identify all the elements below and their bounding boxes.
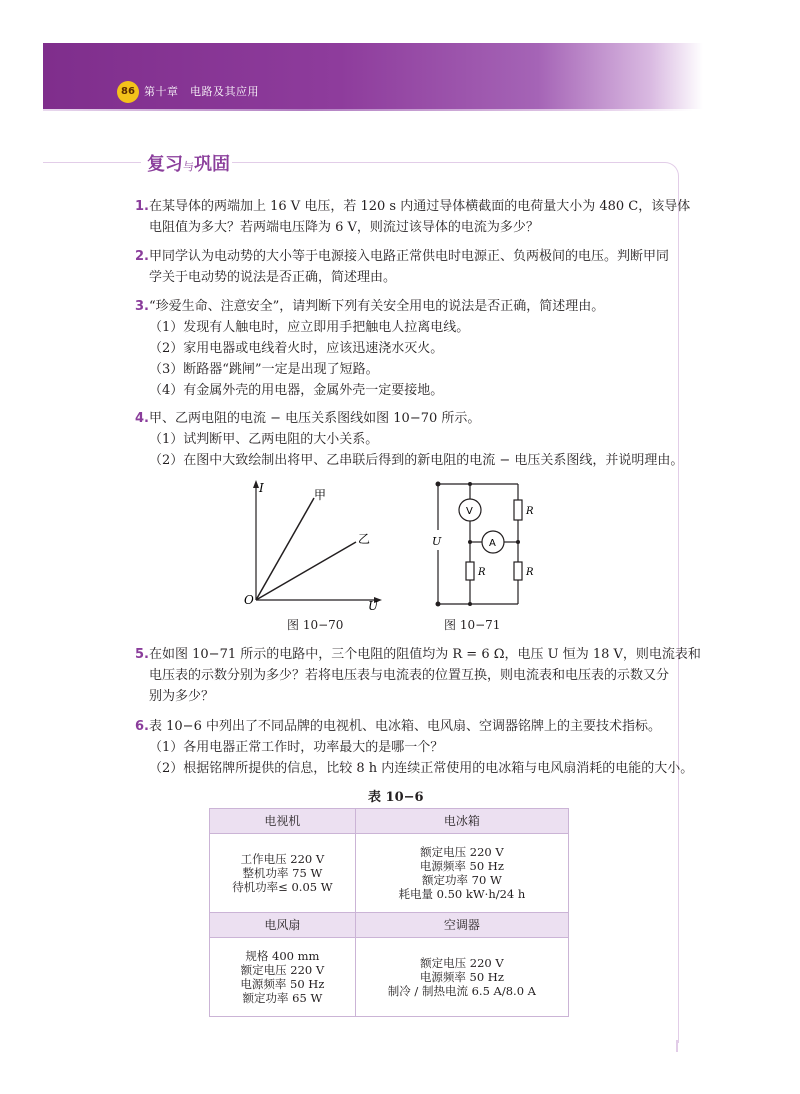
chapter-title: 第十章 电路及其应用 (144, 85, 259, 98)
resistor-label: R (526, 506, 534, 517)
question-number: 3. (135, 299, 149, 314)
question-subitem: （2）家用电器或电线着火时，应该迅速浇水灭火。 (149, 341, 444, 356)
question-text: 电阻值为多大？若两端电压降为 6 V，则流过该导体的电流为多少？ (149, 220, 539, 235)
question-number: 4. (135, 411, 149, 426)
spec-line: 额定电压 220 V (240, 963, 325, 977)
question-text: 电压表的示数分别为多少？若将电压表与电流表的位置互换，则电流表和电压表的示数又分 (149, 668, 670, 683)
section-title-part1: 复习 (147, 154, 183, 175)
junction-node (516, 540, 520, 544)
spec-line: 耗电量 0.50 kW·h/24 h (398, 887, 526, 901)
table-header-cell: 电风扇 (210, 913, 356, 938)
spec-line: 额定电压 220 V (420, 845, 504, 859)
figure-caption-10-71: 图 10−71 (444, 618, 501, 632)
question-number: 1. (135, 199, 149, 214)
figure-caption-10-70: 图 10−70 (287, 618, 344, 632)
question-text: 在某导体的两端加上 16 V 电压，若 120 s 内通过导体横截面的电荷量大小为 480 C，该导体 (149, 199, 691, 214)
resistor-bottom-right (514, 562, 522, 580)
table-cell (210, 938, 356, 1017)
question-text: 学关于电动势的说法是否正确，简述理由。 (149, 270, 397, 285)
line-jia (256, 498, 314, 600)
line-yi (256, 542, 356, 600)
question-subitem: （3）断路器“跳闸”一定是出现了短路。 (149, 362, 379, 377)
question-text: 在如图 10−71 所示的电路中，三个电阻的阻值均为 R = 6 Ω，电压 U 恒为 18 V，则电流表和 (149, 647, 701, 662)
spec-table (209, 808, 569, 1017)
banner-underline (43, 109, 693, 111)
frame-rule-bottom (676, 1040, 678, 1052)
question-number: 2. (135, 249, 149, 264)
table-cell (210, 834, 356, 913)
table-header-cell: 电冰箱 (355, 809, 568, 834)
frame-rule-left (43, 162, 141, 163)
resistor-bottom-left (466, 562, 474, 580)
spec-line: 额定功率 70 W (422, 873, 502, 887)
table-header-cell: 电视机 (210, 809, 356, 834)
terminal-node (436, 482, 441, 487)
question-number: 5. (135, 647, 149, 662)
origin-label: O (244, 593, 254, 607)
question-4 (135, 408, 684, 471)
table-cell (355, 938, 568, 1017)
table-caption: 表 10−6 (368, 790, 424, 805)
junction-node (468, 540, 472, 544)
section-title-joiner: 与 (183, 160, 194, 173)
table-row (210, 913, 569, 938)
junction-node (468, 482, 472, 486)
spec-line: 待机功率≤ 0.05 W (232, 880, 333, 894)
spec-line: 规格 400 mm (245, 949, 320, 963)
question-text: 别为多少？ (149, 689, 215, 704)
question-1 (135, 196, 691, 238)
table-cell (355, 834, 568, 913)
chapter-banner (43, 43, 703, 109)
resistor-top-right (514, 500, 522, 520)
table-row (210, 834, 569, 913)
question-text: “珍爱生命、注意安全”，请判断下列有关安全用电的说法是否正确，简述理由。 (149, 299, 605, 314)
page-number: 86 (117, 81, 139, 103)
line-yi-label: 乙 (358, 532, 371, 546)
resistor-label: R (526, 567, 534, 578)
question-subitem: （1）各用电器正常工作时，功率最大的是哪一个？ (149, 740, 444, 755)
question-subitem: （2）根据铭牌所提供的信息，比较 8 h 内连续正常使用的电冰箱与电风扇消耗的电能的大小。 (149, 761, 694, 776)
section-title-part2: 巩固 (194, 154, 230, 175)
table-header-cell: 空调器 (355, 913, 568, 938)
question-number: 6. (135, 719, 149, 734)
question-subitem: （2）在图中大致绘制出将甲、乙串联后得到的新电阻的电流 − 电压关系图线，并说明理由。 (149, 453, 684, 468)
spec-line: 电源频率 50 Hz (419, 859, 504, 873)
spec-line: 工作电压 220 V (240, 852, 325, 866)
question-subitem: （1）试判断甲、乙两电阻的大小关系。 (149, 432, 379, 447)
line-jia-label: 甲 (314, 488, 327, 502)
spec-line: 制冷 / 制热电流 6.5 A/8.0 A (387, 984, 536, 998)
question-6 (135, 716, 694, 779)
table-row (210, 938, 569, 1017)
x-axis-label: U (368, 599, 379, 613)
question-text: 表 10−6 中列出了不同品牌的电视机、电冰箱、电风扇、空调器铭牌上的主要技术指标。 (149, 719, 661, 734)
question-3 (135, 296, 670, 401)
table-row (210, 809, 569, 834)
question-2 (135, 246, 670, 288)
section-title (147, 150, 230, 176)
question-subitem: （4）有金属外壳的用电器，金属外壳一定要接地。 (149, 383, 444, 398)
resistor-label: R (478, 567, 486, 578)
figure-10-71 (428, 476, 538, 611)
figure-10-70 (238, 478, 388, 613)
ammeter-label: A (489, 538, 496, 549)
spec-line: 额定功率 65 W (242, 991, 323, 1005)
voltmeter-label: V (466, 506, 473, 517)
question-5 (135, 644, 701, 707)
question-text: 甲、乙两电阻的电流 − 电压关系图线如图 10−70 所示。 (149, 411, 481, 426)
spec-line: 电源频率 50 Hz (240, 977, 325, 991)
voltage-label: U (432, 535, 442, 548)
terminal-node (436, 602, 441, 607)
spec-line: 电源频率 50 Hz (419, 970, 504, 984)
question-text: 甲同学认为电动势的大小等于电源接入电路正常供电时电源正、负两极间的电压。判断甲同 (149, 249, 670, 264)
junction-node (468, 602, 472, 606)
spec-line: 额定电压 220 V (420, 956, 504, 970)
y-axis-label: I (259, 481, 264, 495)
spec-line: 整机功率 75 W (242, 866, 323, 880)
question-subitem: （1）发现有人触电时，应立即用手把触电人拉离电线。 (149, 320, 470, 335)
